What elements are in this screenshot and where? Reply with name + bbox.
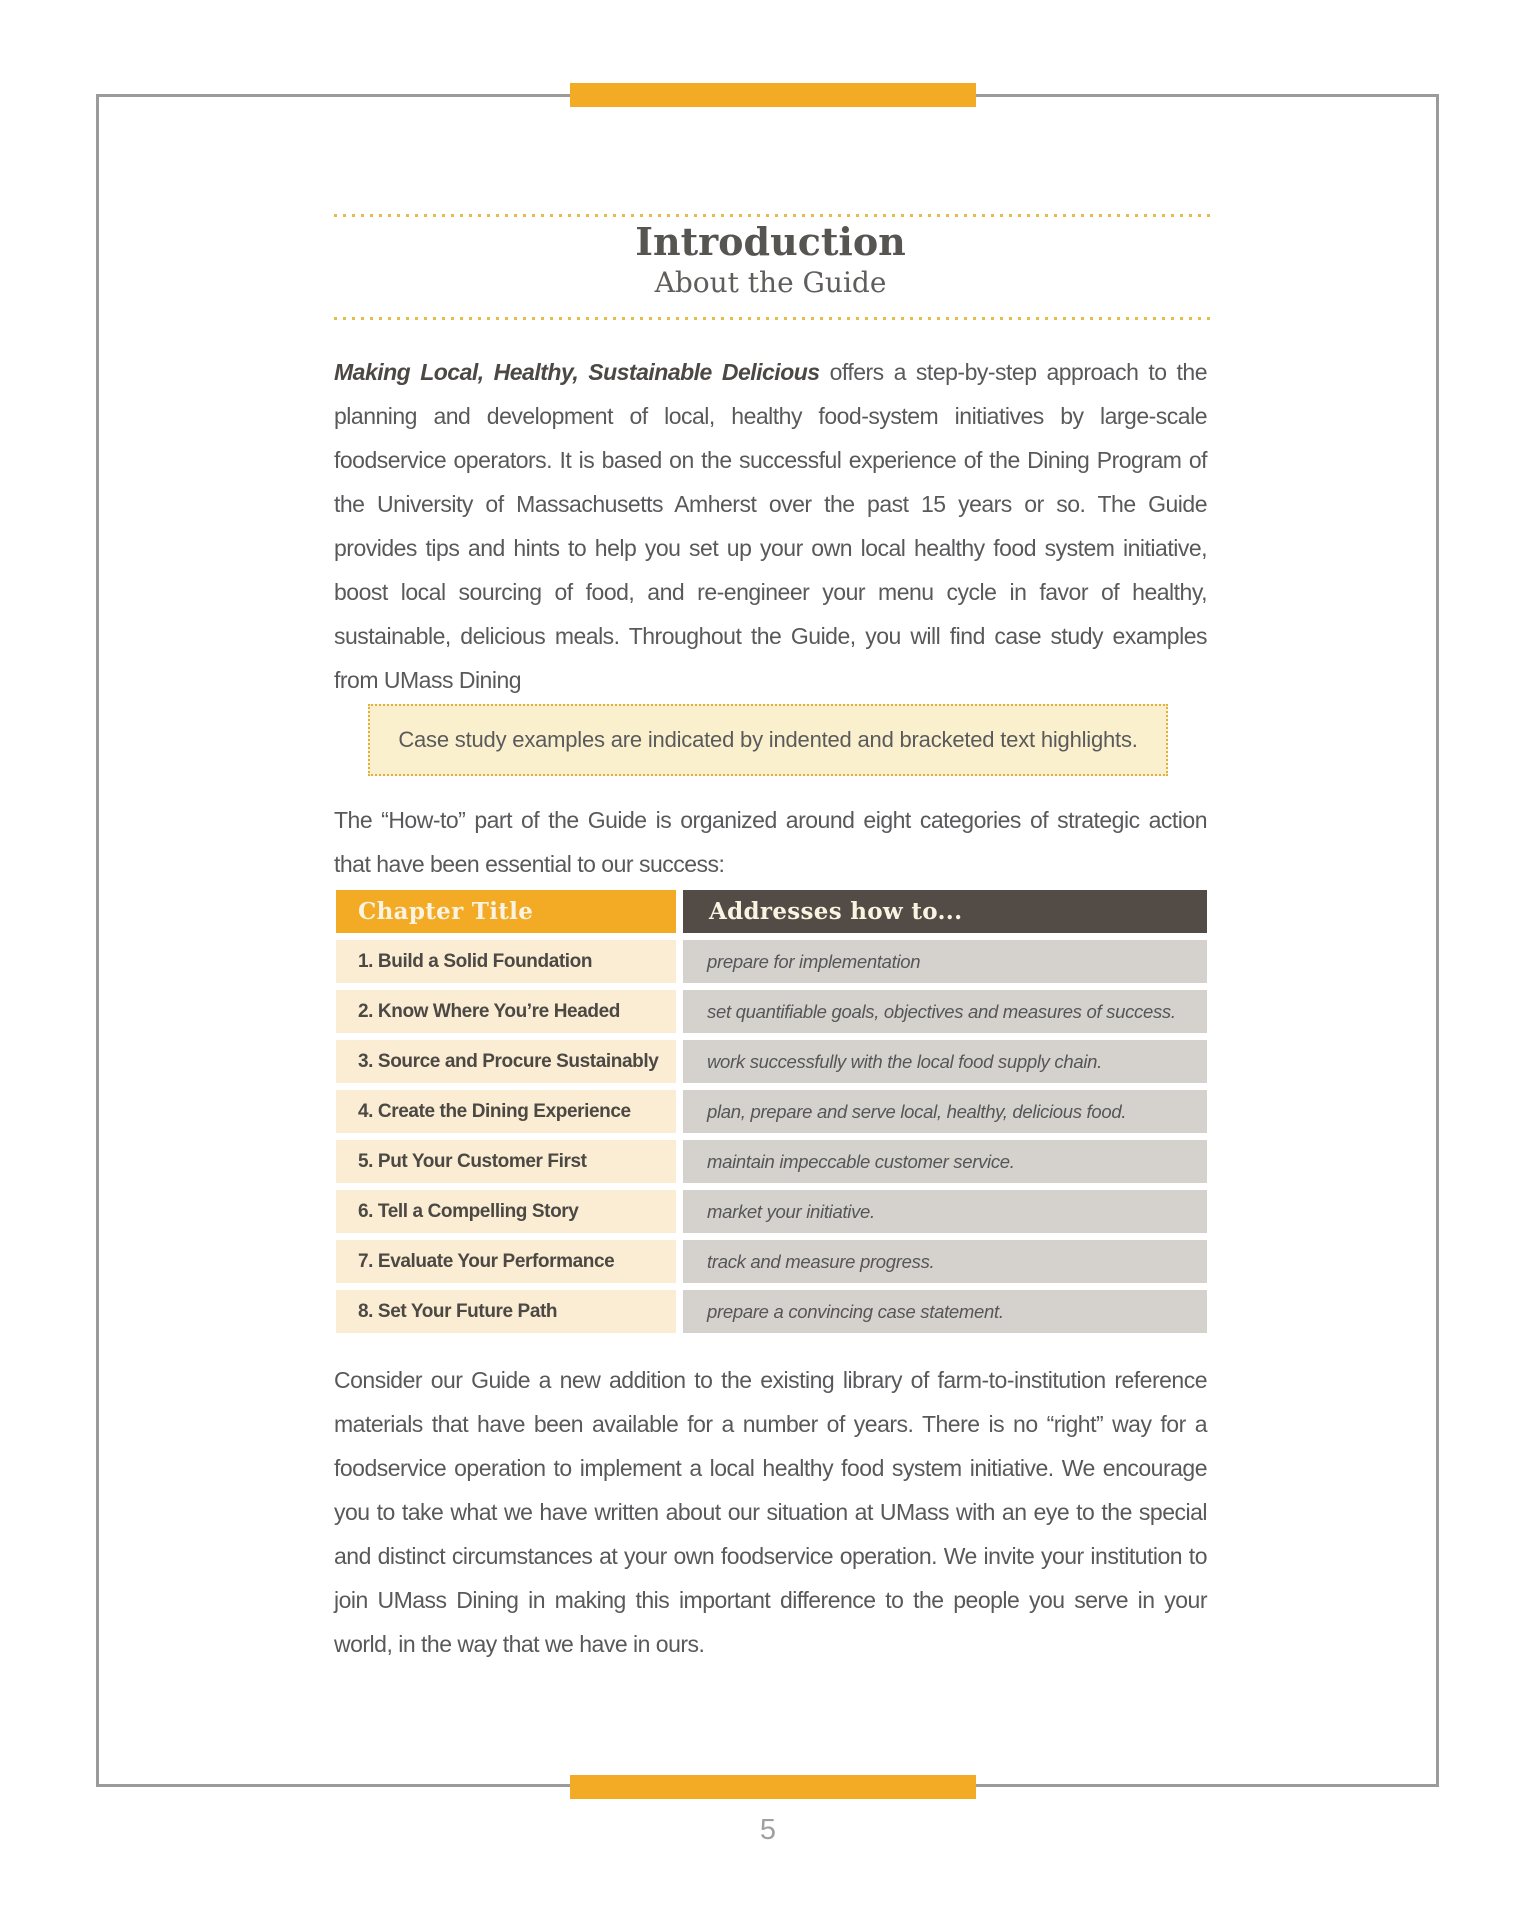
chapter-title-cell: 8. Set Your Future Path (336, 1290, 676, 1333)
table-row (336, 990, 1207, 1033)
intro-paragraph-body: offers a step-by-step approach to the planning and development of local, healthy food-system initiatives by large-scale foodservice operators. It is based on the successful experience of the Dining Program of the University of Massachusetts Amherst over the past 15 years or so. The Guide provides tips and hints to help you set up your own local healthy food system initiative, boost local sourcing of food, and re-engineer your menu cycle in favor of healthy, sustainable, delicious meals. Throughout the Guide, you will find case study examples from UMass Dining (334, 359, 1207, 693)
dotted-divider-bottom (334, 317, 1214, 320)
chapter-title-cell: 2. Know Where You’re Headed (336, 990, 676, 1033)
table-row (336, 1140, 1207, 1183)
chapter-title-cell: 3. Source and Procure Sustainably (336, 1040, 676, 1083)
addresses-cell: set quantifiable goals, objectives and measures of success. (683, 990, 1207, 1033)
table-row (336, 1190, 1207, 1233)
guide-name-lead: Making Local, Healthy, Sustainable Delicious (334, 359, 820, 385)
page-title: Introduction (635, 219, 906, 264)
case-study-callout-text: Case study examples are indicated by indented and bracketed text highlights. (398, 727, 1138, 752)
bottom-accent-bar (570, 1775, 976, 1799)
addresses-cell: market your initiative. (683, 1190, 1207, 1233)
top-accent-bar (570, 83, 976, 107)
addresses-cell: prepare for implementation (683, 940, 1207, 983)
chapter-title-cell: 6. Tell a Compelling Story (336, 1190, 676, 1233)
table-row (336, 1040, 1207, 1083)
chapter-title-cell: 7. Evaluate Your Performance (336, 1240, 676, 1283)
addresses-cell: work successfully with the local food supply chain. (683, 1040, 1207, 1083)
addresses-cell: plan, prepare and serve local, healthy, delicious food. (683, 1090, 1207, 1133)
howto-paragraph: The “How-to” part of the Guide is organized around eight categories of strategic action that have been essential to our success: (334, 807, 1207, 877)
addresses-cell: track and measure progress. (683, 1240, 1207, 1283)
table-row (336, 940, 1207, 983)
case-study-callout (368, 704, 1168, 776)
table-header-row (336, 890, 1207, 933)
addresses-cell: maintain impeccable customer service. (683, 1140, 1207, 1183)
table-row (336, 1290, 1207, 1333)
closing-paragraph: Consider our Guide a new addition to the existing library of farm-to-institution reference materials that have been available for a number of years. There is no “right” way for a foodservice operation to implement a local healthy food system initiative. We encourage you to take what we have written about our situation at UMass with an eye to the special and distinct circumstances at your own foodservice operation. We invite your institution to join UMass Dining in making this important difference to the people you serve in your world, in the way that we have in ours. (334, 1367, 1207, 1657)
table-row (336, 1240, 1207, 1283)
chapter-title-cell: 1. Build a Solid Foundation (336, 940, 676, 983)
intro-paragraph (334, 350, 1207, 702)
addresses-cell: prepare a convincing case statement. (683, 1290, 1207, 1333)
table-header-chapter-title: Chapter Title (336, 890, 676, 933)
page-subtitle: About the Guide (654, 266, 887, 299)
table-row (336, 1090, 1207, 1133)
table-header-addresses: Addresses how to... (683, 890, 1207, 933)
chapter-title-cell: 4. Create the Dining Experience (336, 1090, 676, 1133)
chapters-table (336, 890, 1207, 1333)
dotted-divider-top (334, 214, 1214, 217)
chapter-title-cell: 5. Put Your Customer First (336, 1140, 676, 1183)
page-number: 5 (759, 1814, 777, 1846)
